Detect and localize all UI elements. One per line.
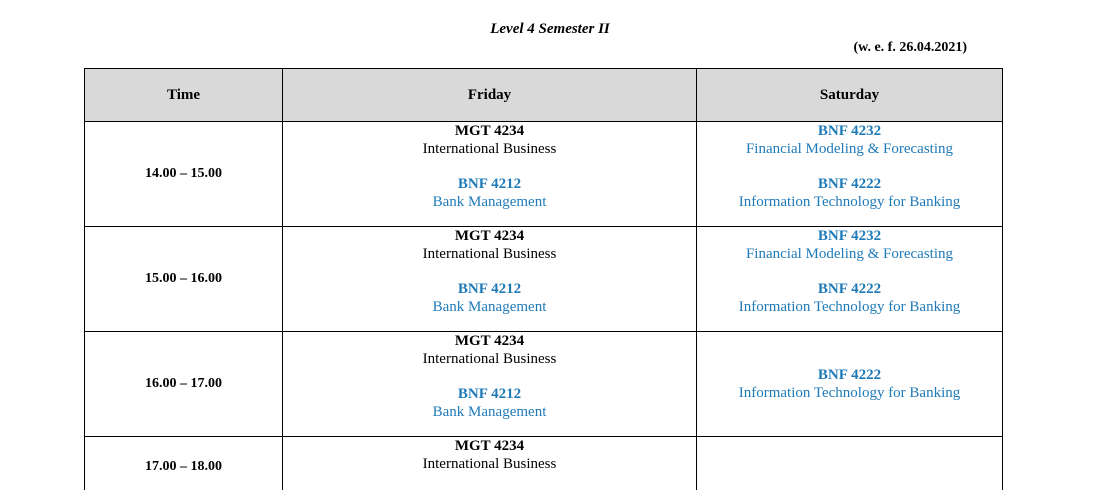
saturday-cell — [697, 332, 1003, 437]
table-row — [85, 437, 1003, 490]
course-entry — [283, 175, 696, 211]
course-name: International Business — [422, 351, 557, 367]
course-code: BNF 4222 — [817, 367, 882, 383]
course-code: BNF 4232 — [817, 123, 882, 139]
course-code: MGT 4234 — [454, 123, 525, 139]
course-entry — [283, 332, 696, 368]
course-name: International Business — [422, 246, 557, 262]
saturday-cell — [697, 437, 1003, 490]
document-title: Level 4 Semester II — [490, 21, 610, 37]
course-name: International Business — [422, 456, 557, 472]
course-entry — [697, 122, 1002, 158]
course-entry — [283, 385, 696, 421]
course-entry — [697, 227, 1002, 263]
timetable — [84, 68, 1003, 490]
course-entry — [283, 280, 696, 316]
course-entry — [283, 437, 696, 473]
header-friday: Friday — [283, 69, 697, 122]
course-name: Bank Management — [432, 404, 547, 420]
time-slot: 15.00 – 16.00 — [85, 227, 283, 332]
time-slot: 14.00 – 15.00 — [85, 122, 283, 227]
friday-cell — [283, 227, 697, 332]
time-slot: 17.00 – 18.00 — [85, 437, 283, 490]
course-code: BNF 4212 — [457, 281, 522, 297]
course-name: International Business — [422, 141, 557, 157]
course-code: BNF 4212 — [457, 386, 522, 402]
course-entry — [283, 122, 696, 158]
course-entry — [697, 366, 1002, 402]
friday-cell — [283, 332, 697, 437]
course-name: Financial Modeling & Forecasting — [745, 141, 954, 157]
saturday-cell — [697, 227, 1003, 332]
header-row — [85, 69, 1003, 122]
table-row — [85, 122, 1003, 227]
course-entry — [697, 175, 1002, 211]
friday-cell — [283, 437, 697, 490]
course-name: Bank Management — [432, 299, 547, 315]
course-name: Information Technology for Banking — [738, 385, 961, 401]
course-name: Bank Management — [432, 194, 547, 210]
course-code: BNF 4222 — [817, 281, 882, 297]
course-code: BNF 4212 — [457, 176, 522, 192]
course-entry — [697, 280, 1002, 316]
course-code: MGT 4234 — [454, 228, 525, 244]
course-name: Financial Modeling & Forecasting — [745, 246, 954, 262]
friday-cell — [283, 122, 697, 227]
header-saturday: Saturday — [697, 69, 1003, 122]
course-code: MGT 4234 — [454, 333, 525, 349]
course-entry — [283, 227, 696, 263]
course-code: BNF 4232 — [817, 228, 882, 244]
time-slot: 16.00 – 17.00 — [85, 332, 283, 437]
course-name: Information Technology for Banking — [738, 299, 961, 315]
effective-date: (w. e. f. 26.04.2021) — [853, 40, 967, 55]
course-name: Information Technology for Banking — [738, 194, 961, 210]
course-code: MGT 4234 — [454, 438, 525, 454]
table-row — [85, 332, 1003, 437]
course-code: BNF 4222 — [817, 176, 882, 192]
table-row — [85, 227, 1003, 332]
header-time: Time — [85, 69, 283, 122]
timetable-body — [85, 122, 1003, 490]
saturday-cell — [697, 122, 1003, 227]
